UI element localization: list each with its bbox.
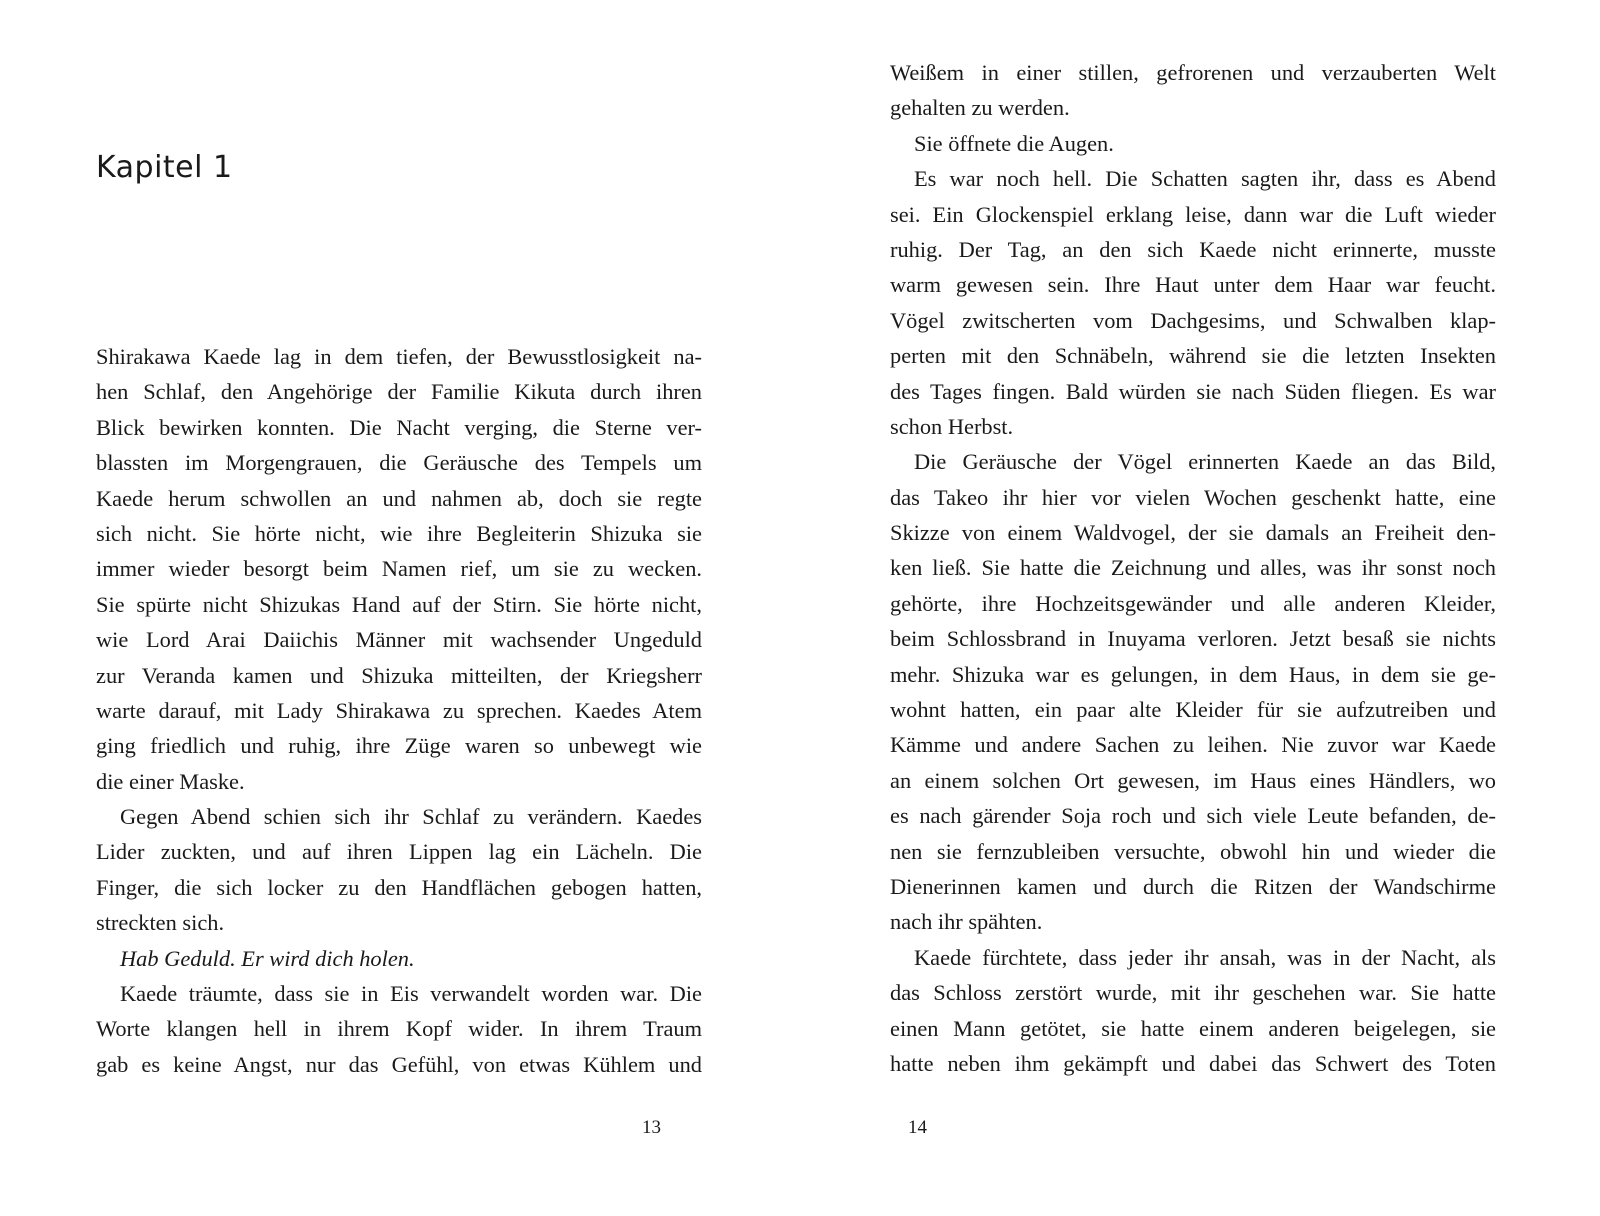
text-line: es nach gärender Soja roch und sich viele Leute befanden, de- (890, 803, 1496, 829)
text-line: Sie öffnete die Augen. (914, 130, 1114, 156)
text-line: Gegen Abend schien sich ihr Schlaf zu verändern. Kaedes (120, 804, 702, 830)
text-line: blassten im Morgengrauen, die Geräusche des Tempels um (96, 450, 702, 476)
text-line: Weißem in einer stillen, gefrorenen und verzauberten Welt (890, 60, 1496, 85)
text-line: Die Geräusche der Vögel erinnerten Kaede an das Bild, (914, 449, 1496, 475)
text-line: wohnt hatten, ein paar alte Kleider für sie aufzutreiben und (890, 697, 1496, 723)
text-line: warte darauf, mit Lady Shirakawa zu sprechen. Kaedes Atem (96, 697, 702, 723)
page-number-right: 14 (908, 1117, 927, 1138)
chapter-title: Kapitel 1 (96, 150, 233, 185)
page-number-left: 13 (642, 1117, 661, 1138)
text-line: Hab Geduld. Er wird dich holen. (120, 945, 415, 971)
text-line: streckten sich. (96, 910, 225, 936)
text-line: sich nicht. Sie hörte nicht, wie ihre Begleiterin Shizuka sie (96, 520, 702, 546)
text-line: warm gewesen sein. Ihre Haut unter dem Haar war feucht. (890, 272, 1496, 298)
text-line: perten mit den Schnäbeln, während sie die letzten Insekten (890, 343, 1496, 369)
text-line: Vögel zwitscherten vom Dachgesims, und Schwalben klap- (890, 307, 1496, 333)
left-page-text (96, 339, 702, 1082)
text-line: Es war noch hell. Die Schatten sagten ihr, dass es Abend (914, 166, 1496, 192)
text-line: sei. Ein Glockenspiel erklang leise, dann war die Luft wieder (890, 201, 1496, 227)
right-page (800, 0, 1600, 1216)
text-line: ging friedlich und ruhig, ihre Züge waren so unbewegt wie (96, 733, 702, 759)
text-line: hen Schlaf, den Angehörige der Familie Kikuta durch ihren (96, 379, 702, 405)
text-line: nach ihr spähten. (890, 909, 1043, 935)
text-line: hatte neben ihm gekämpft und dabei das Schwert des Toten (890, 1050, 1496, 1076)
text-line: Sie spürte nicht Shizukas Hand auf der Stirn. Sie hörte nicht, (96, 591, 702, 617)
text-line: Worte klangen hell in ihrem Kopf wider. In ihrem Traum (96, 1016, 702, 1042)
text-line: Kaede träumte, dass sie in Eis verwandelt worden war. Die (120, 981, 702, 1007)
text-line: gehörte, ihre Hochzeitsgewänder und alle anderen Kleider, (890, 590, 1496, 616)
text-line: beim Schlossbrand in Inuyama verloren. Jetzt besaß sie nichts (890, 626, 1496, 652)
text-line: an einem solchen Ort gewesen, im Haus eines Händlers, wo (890, 767, 1496, 793)
text-line: Kaede fürchtete, dass jeder ihr ansah, was in der Nacht, als (914, 944, 1496, 970)
text-line: des Tages fingen. Bald würden sie nach Süden fliegen. Es war (890, 378, 1496, 404)
text-line: die einer Maske. (96, 768, 245, 794)
text-line: Shirakawa Kaede lag in dem tiefen, der Bewusstlosigkeit na- (96, 344, 702, 369)
text-line: nen sie fernzubleiben versuchte, obwohl hin und wieder die (890, 838, 1496, 864)
text-line: das Schloss zerstört wurde, mit ihr geschehen war. Sie hatte (890, 980, 1496, 1006)
text-line: ruhig. Der Tag, an den sich Kaede nicht erinnerte, musste (890, 236, 1496, 262)
text-line: einen Mann getötet, sie hatte einem anderen beigelegen, sie (890, 1015, 1496, 1041)
text-line: wie Lord Arai Daiichis Männer mit wachsender Ungeduld (96, 627, 702, 653)
text-line: zur Veranda kamen und Shizuka mitteilten, der Kriegsherr (96, 662, 702, 688)
text-line: das Takeo ihr hier vor vielen Wochen geschenkt hatte, eine (890, 484, 1496, 510)
text-line: Lider zuckten, und auf ihren Lippen lag ein Lächeln. Die (96, 839, 702, 865)
text-line: schon Herbst. (890, 413, 1014, 439)
text-line: Skizze von einem Waldvogel, der sie damals an Freiheit den- (890, 520, 1496, 546)
text-line: Finger, die sich locker zu den Handflächen gebogen hatten, (96, 874, 702, 900)
text-line: immer wieder besorgt beim Namen rief, um sie zu wecken. (96, 556, 702, 582)
text-line: ken ließ. Sie hatte die Zeichnung und alles, was ihr sonst noch (890, 555, 1496, 581)
text-line: Kaede herum schwollen an und nahmen ab, doch sie regte (96, 485, 702, 511)
text-line: Blick bewirken konnten. Die Nacht verging, die Sterne ver- (96, 414, 702, 440)
right-page-text (890, 55, 1496, 1081)
text-line: mehr. Shizuka war es gelungen, in dem Haus, in dem sie ge- (890, 661, 1496, 687)
text-line: gehalten zu werden. (890, 95, 1070, 121)
text-line: Dienerinnen kamen und durch die Ritzen der Wandschirme (890, 873, 1496, 899)
text-line: Kämme und andere Sachen zu leihen. Nie zuvor war Kaede (890, 732, 1496, 758)
text-line: gab es keine Angst, nur das Gefühl, von etwas Kühlem und (96, 1051, 702, 1077)
